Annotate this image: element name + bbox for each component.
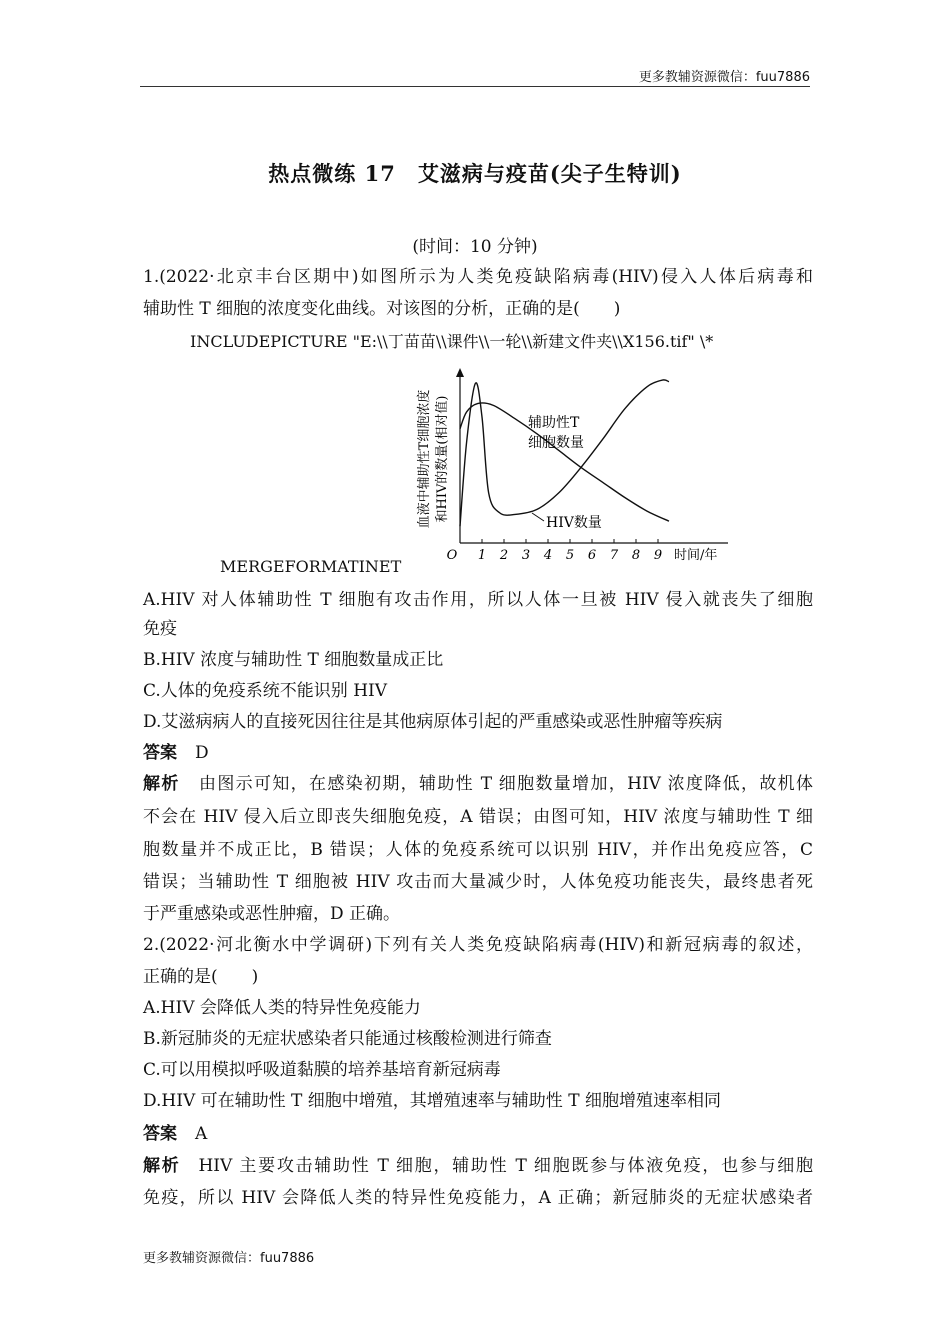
y-axis-label-line1: 血液中辅助性T细胞浓度 <box>417 389 432 529</box>
q2-analysis-line1 <box>143 1155 813 1177</box>
series-line-hiv <box>460 380 669 526</box>
answer-label: 答案 <box>143 1124 177 1144</box>
analysis-text: 由图示可知，在感染初期，辅助性 T 细胞数量增加，HIV 浓度降低，故机体 <box>197 774 813 794</box>
y-axis-label-line2: 和HIV的数量(相对值) <box>435 395 450 523</box>
q2-option-c: C.可以用模拟呼吸道黏膜的培养基培育新冠病毒 <box>143 1060 501 1080</box>
y-axis-arrow <box>456 368 464 377</box>
x-tick-label: 1 <box>477 548 487 563</box>
q1-option-d: D.艾滋病病人的直接死因往往是其他病原体引起的严重感染或恶性肿瘤等疾病 <box>143 712 723 732</box>
hiv-chart <box>410 365 750 575</box>
q1-answer <box>143 742 813 764</box>
q1-option-b: B.HIV 浓度与辅助性 T 细胞数量成正比 <box>143 650 444 670</box>
q1-analysis-line4: 错误；当辅助性 T 细胞被 HIV 攻击而大量减少时，人体免疫功能丧失，最终患者死 <box>143 872 813 892</box>
series-label-t-cell-line1: 辅助性T <box>528 415 580 431</box>
x-tick-label: 8 <box>631 548 641 563</box>
x-tick-label: 7 <box>609 548 619 563</box>
q2-option-d: D.HIV 可在辅助性 T 细胞中增殖，其增殖速率与辅助性 T 细胞增殖速率相同 <box>143 1091 721 1111</box>
answer-value: A <box>195 1124 208 1144</box>
q2-option-a: A.HIV 会降低人类的特异性免疫能力 <box>143 998 421 1018</box>
q2-analysis-line2: 免疫，所以 HIV 会降低人类的特异性免疫能力，A 正确；新冠肺炎的无症状感染者 <box>143 1188 813 1208</box>
x-tick-label: 4 <box>543 548 553 563</box>
q1-option-a-line1: A.HIV 对人体辅助性 T 细胞有攻击作用，所以人体一旦被 HIV 侵入就丧失了细胞 <box>143 590 813 610</box>
merge-format-field: MERGEFORMATINET <box>220 557 402 576</box>
q1-analysis-line2: 不会在 HIV 侵入后立即丧失细胞免疫，A 错误；由图可知，HIV 浓度与辅助性 T 细 <box>143 807 813 827</box>
q1-stem-line1: 1.(2022·北京丰台区期中)如图所示为人类免疫缺陷病毒(HIV)侵入人体后病毒和 <box>143 267 813 287</box>
q2-stem-line2: 正确的是( ) <box>143 967 259 987</box>
q2-stem-line1: 2.(2022·河北衡水中学调研)下列有关人类免疫缺陷病毒(HIV)和新冠病毒的叙述， <box>143 935 813 955</box>
q1-analysis-line5: 于严重感染或恶性肿瘤，D 正确。 <box>143 904 401 924</box>
origin-label: O <box>446 548 458 563</box>
q1-stem-line2: 辅助性 T 细胞的浓度变化曲线。对该图的分析，正确的是( ) <box>143 299 621 319</box>
q1-option-c: C.人体的免疫系统不能识别 HIV <box>143 681 388 701</box>
x-tick-label: 9 <box>653 548 663 563</box>
analysis-label: 解析 <box>143 1156 181 1176</box>
x-tick-label: 5 <box>565 548 575 563</box>
page-header <box>140 62 810 87</box>
time-note: (时间：10 分钟) <box>412 237 538 257</box>
series-label-t-cell-line2: 细胞数量 <box>528 435 584 451</box>
x-axis-label: 时间/年 <box>674 548 718 563</box>
include-picture-field: INCLUDEPICTURE "E:\\丁苗苗\\课件\\一轮\\新建文件夹\\X156.tif" \* <box>190 332 714 351</box>
q1-option-a-line2: 免疫 <box>143 619 177 639</box>
analysis-text: HIV 主要攻击辅助性 T 细胞，辅助性 T 细胞既参与体液免疫，也参与细胞 <box>198 1156 814 1176</box>
answer-label: 答案 <box>143 743 177 763</box>
page-footer: 更多教辅资源微信：fuu7886 <box>143 1251 315 1266</box>
header-text: 更多教辅资源微信：fuu7886 <box>638 70 810 85</box>
series-label-hiv: HIV数量 <box>546 515 602 531</box>
q2-option-b: B.新冠肺炎的无症状感染者只能通过核酸检测进行筛查 <box>143 1029 552 1049</box>
x-tick-label: 2 <box>499 548 509 563</box>
page-title: 热点微练 17 艾滋病与疫苗(尖子生特训) <box>268 161 682 186</box>
analysis-label: 解析 <box>143 774 180 794</box>
answer-value: D <box>195 743 209 763</box>
q2-answer <box>143 1123 813 1145</box>
hiv-label-leader <box>532 513 544 521</box>
x-tick-label: 3 <box>521 548 531 563</box>
q1-analysis-line3: 胞数量并不成正比，B 错误；人体的免疫系统可以识别 HIV，并作出免疫应答，C <box>143 840 813 860</box>
x-tick-label: 6 <box>587 548 597 563</box>
q1-analysis-line1 <box>143 773 813 795</box>
